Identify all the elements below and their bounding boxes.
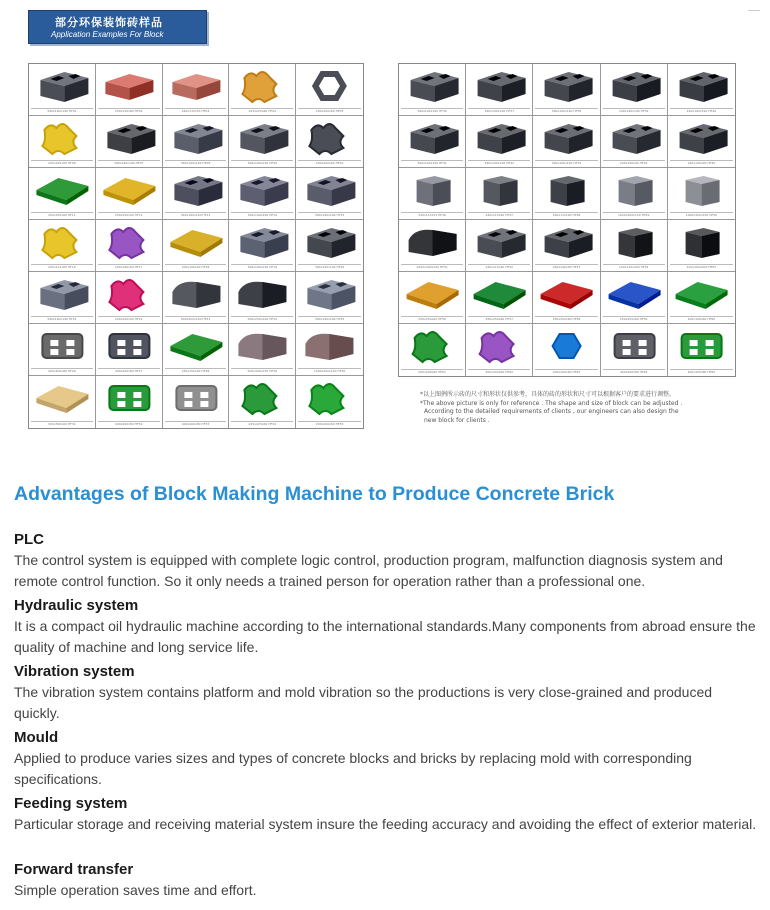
block-sample-label: 390x190x190 HF20	[298, 264, 361, 270]
block-sample-cell	[229, 272, 296, 324]
block-sample-label: 390x190x190 HF38	[535, 108, 597, 114]
block-sample-cell	[96, 376, 163, 428]
block-hex-icon	[533, 324, 600, 373]
block-paver-icon	[229, 376, 296, 425]
note-line-en-2: According to the detailed requirements of clients , our engineers can also design the	[424, 408, 679, 415]
block-sample-cell	[163, 116, 230, 168]
note-line-en-1: *The above picture is only for reference . The shape and size of block can be adjusted .	[420, 399, 683, 407]
block-sample-cell	[399, 116, 466, 168]
block-sample-cell	[601, 220, 668, 272]
advantage-heading: Vibration system	[14, 663, 135, 680]
block-sample-cell	[466, 272, 533, 324]
block-solid-icon	[668, 220, 735, 269]
block-sample-cell	[29, 116, 96, 168]
block-sample-label: 500x250x100 HF24	[231, 316, 293, 322]
block-sample-cell	[296, 168, 363, 220]
block-hollow-icon	[229, 116, 296, 165]
block-sample-label: 390x190x190 HF08	[165, 160, 227, 166]
block-sample-label: 1000x300x150 HF49	[603, 212, 665, 218]
block-sample-cell	[533, 324, 600, 376]
block-sample-label: 250x250x60 HF56	[401, 316, 463, 322]
block-sample-cell	[466, 64, 533, 116]
block-sample-label: 190x190x190 HF40	[670, 108, 733, 114]
banner-title-cn: 部分环保装饰砖样品	[55, 16, 163, 29]
block-sample-label: 240x115x90 HF47	[468, 212, 530, 218]
block-curb-icon	[163, 272, 230, 321]
block-sample-label: 240x190x90 HF45	[670, 160, 733, 166]
block-hollow-icon	[229, 168, 296, 217]
block-hollow-icon	[466, 116, 533, 165]
note-line-en-3: new block for clients .	[424, 416, 490, 424]
advantage-text: It is a compact oil hydraulic machine according to the international standards.Many components from abroad ensure the quality of machine and long service life.	[14, 618, 756, 655]
block-sample-cell	[296, 376, 363, 428]
block-sample-label: 390x190x190 HF25	[298, 316, 361, 322]
block-tile-icon	[163, 324, 230, 373]
block-sample-label: 120x120x200 HF54	[603, 264, 665, 270]
block-paver-icon	[296, 116, 363, 165]
block-paver-icon	[466, 324, 533, 373]
block-hollow-icon	[668, 64, 735, 113]
block-tile-icon	[601, 272, 668, 321]
block-hollow-icon	[399, 116, 466, 165]
block-curb-icon	[399, 220, 466, 269]
block-sample-label: 390x190x190 HF41	[401, 160, 463, 166]
block-paver-icon	[29, 116, 96, 165]
block-sample-label: 250x250x60 HF59	[603, 316, 665, 322]
block-sample-cell	[533, 168, 600, 220]
block-paver-icon	[96, 220, 163, 269]
block-tile-icon	[466, 272, 533, 321]
block-sample-label: 390x190x190 HF21	[31, 316, 93, 322]
block-hollow-icon	[466, 64, 533, 113]
block-sample-label: 200x200x60 HF62	[468, 369, 530, 375]
block-sample-cell	[399, 168, 466, 220]
block-sample-cell	[466, 168, 533, 220]
block-brick-icon	[163, 64, 230, 113]
block-sample-cell	[466, 220, 533, 272]
block-samples-grid-right	[398, 63, 736, 377]
block-sample-cell	[29, 64, 96, 116]
block-sample-cell	[399, 324, 466, 376]
block-sample-label: 240x115x90 HF52	[468, 264, 530, 270]
block-sample-cell	[601, 324, 668, 376]
corner-mark	[748, 10, 760, 11]
block-sample-label: 300x300x60 HF31	[31, 421, 93, 427]
block-sample-cell	[96, 116, 163, 168]
block-sample-label: 200x100x60 HF60	[670, 316, 733, 322]
block-sample-cell	[533, 64, 600, 116]
block-sample-label: 400x400x80 HF33	[165, 421, 227, 427]
advantage-item	[14, 794, 759, 835]
block-sample-label: 390x190x190 HF15	[298, 212, 361, 218]
block-sample-label: 240x115x53 HF03	[165, 108, 227, 114]
block-hollow-icon	[96, 116, 163, 165]
block-tile-icon	[96, 168, 163, 217]
block-solid-icon	[668, 168, 735, 217]
advantage-text: The vibration system contains platform and mold vibration so the productions is very close-grained and produced quickly.	[14, 684, 713, 721]
block-hollow-icon	[296, 272, 363, 321]
block-sample-label: 250x250x60 HF12	[98, 212, 160, 218]
block-sample-label: 240x115x90 HF48	[535, 212, 597, 218]
advantage-heading: Mould	[14, 729, 59, 746]
block-tile-icon	[163, 220, 230, 269]
block-hollow-icon	[601, 116, 668, 165]
advantage-item	[14, 728, 759, 790]
block-hollow-icon	[466, 220, 533, 269]
block-sample-label: 250x150x60 HF28	[165, 368, 227, 374]
block-sample-cell	[163, 272, 230, 324]
block-paver-icon	[399, 324, 466, 373]
block-sample-cell	[601, 168, 668, 220]
block-sample-label: 225x112x60 HF16	[31, 264, 93, 270]
block-sample-cell	[29, 272, 96, 324]
block-sample-cell	[29, 220, 96, 272]
block-tile-icon	[29, 376, 96, 425]
block-sample-cell	[163, 220, 230, 272]
block-sample-label: 390x190x190 HF07	[98, 160, 160, 166]
block-sample-label: 200x200x60 HF05	[298, 108, 361, 114]
block-sample-cell	[229, 168, 296, 220]
banner-title-en: Application Examples For Block	[51, 30, 164, 39]
block-sample-label: 200x200x60 HF35	[298, 421, 361, 427]
advantage-heading: PLC	[14, 531, 44, 548]
block-sample-label: 390x190x190 HF37	[468, 108, 530, 114]
sample-banner	[28, 10, 207, 44]
advantage-text: Applied to produce varies sizes and types of concrete blocks and bricks by replacing mold with corresponding specifications.	[14, 750, 692, 787]
block-sample-label: 200x200x60 HF63	[535, 369, 597, 375]
block-sample-label: 500x300x150 HF29	[231, 368, 293, 374]
block-sample-cell	[296, 64, 363, 116]
block-sample-label: 240x115x53 HF46	[401, 212, 463, 218]
block-sample-cell	[533, 116, 600, 168]
block-paver-icon	[29, 220, 96, 269]
block-hollow-icon	[533, 64, 600, 113]
block-sample-label: 400x400x80 HF27	[98, 368, 160, 374]
advantage-heading: Hydraulic system	[14, 597, 139, 614]
block-sample-cell	[296, 272, 363, 324]
block-hollow-icon	[163, 168, 230, 217]
block-sample-label: 200x160x60 HF17	[98, 264, 160, 270]
advantage-heading: Feeding system	[14, 795, 128, 812]
block-sample-cell	[96, 64, 163, 116]
advantage-item	[14, 860, 759, 901]
block-hollow-icon	[29, 272, 96, 321]
block-sample-label: 200x100x60 HF18	[165, 264, 227, 270]
block-solid-icon	[399, 168, 466, 217]
block-sample-cell	[96, 324, 163, 376]
block-sample-label: 200x200x60 HF61	[401, 369, 463, 375]
block-hollow-icon	[229, 220, 296, 269]
block-sample-cell	[229, 324, 296, 376]
advantage-heading: Forward transfer	[14, 861, 134, 878]
block-solid-icon	[601, 220, 668, 269]
block-hollow-icon	[533, 116, 600, 165]
block-hollow-icon	[668, 116, 735, 165]
block-grass-icon	[96, 324, 163, 373]
block-sample-cell	[668, 272, 735, 324]
block-paver-icon	[229, 64, 296, 113]
block-sample-cell	[533, 272, 600, 324]
block-sample-label: 200x200x60 HF10	[298, 160, 361, 166]
block-sample-label: 500x250x100 HF23	[165, 316, 227, 322]
advantage-item	[14, 530, 759, 592]
block-sample-label: 400x400x80 HF32	[98, 421, 160, 427]
advantage-text: The control system is equipped with complete logic control, production program, malfunction diagnosis system and remote control function. So it only needs a trained person for operation rather than a professional one.	[14, 552, 723, 589]
block-tile-icon	[533, 272, 600, 321]
block-grass-icon	[601, 324, 668, 373]
block-solid-icon	[533, 168, 600, 217]
block-hollow-icon	[163, 116, 230, 165]
block-sample-label: 1000x300x150 HF30	[298, 368, 361, 374]
block-sample-label: 250x250x60 HF57	[468, 316, 530, 322]
block-sample-cell	[96, 272, 163, 324]
block-hollow-icon	[296, 168, 363, 217]
block-sample-label: 390x190x190 HF19	[231, 264, 293, 270]
block-paver-icon	[296, 376, 363, 425]
block-hollow-icon	[296, 220, 363, 269]
block-sample-label: 190x190x190 HF39	[603, 108, 665, 114]
block-sample-cell	[601, 64, 668, 116]
block-sample-cell	[296, 220, 363, 272]
block-solid-icon	[466, 168, 533, 217]
block-sample-cell	[163, 324, 230, 376]
block-curb-icon	[229, 324, 296, 373]
block-sample-cell	[533, 220, 600, 272]
advantage-item	[14, 662, 759, 724]
block-sample-cell	[466, 324, 533, 376]
block-sample-cell	[229, 376, 296, 428]
block-hollow-icon	[533, 220, 600, 269]
block-sample-label: 390x190x190 HF01	[31, 108, 93, 114]
section-title: Advantages of Block Making Machine to Produce Concrete Brick	[14, 483, 615, 505]
block-sample-cell	[466, 116, 533, 168]
block-sample-label: 250x250x60 HF58	[535, 316, 597, 322]
block-grass-icon	[29, 324, 96, 373]
block-sample-label: 390x190x190 HF14	[231, 212, 293, 218]
block-sample-label: 225x225x60 HF06	[31, 160, 93, 166]
block-sample-label: 390x190x190 HF09	[231, 160, 293, 166]
block-sample-cell	[668, 116, 735, 168]
block-hexring-icon	[296, 64, 363, 113]
block-sample-cell	[399, 220, 466, 272]
block-tile-icon	[668, 272, 735, 321]
block-sample-cell	[296, 116, 363, 168]
advantage-text: Simple operation saves time and effort.	[14, 882, 257, 898]
block-sample-label: 390x190x190 HF36	[401, 108, 463, 114]
block-solid-icon	[601, 168, 668, 217]
block-samples-grid-left	[28, 63, 364, 429]
block-sample-label: 225x225x60 HF34	[231, 421, 293, 427]
block-sample-label: 400x400x80 HF26	[31, 368, 93, 374]
block-sample-cell	[163, 168, 230, 220]
block-sample-cell	[399, 272, 466, 324]
block-sample-label: 200x200x60 HF22	[98, 316, 160, 322]
block-sample-cell	[29, 324, 96, 376]
block-sample-label: 240x240x90 HF53	[535, 264, 597, 270]
advantage-item	[14, 596, 759, 658]
block-sample-cell	[229, 64, 296, 116]
block-sample-cell	[96, 168, 163, 220]
block-paver-icon	[96, 272, 163, 321]
block-sample-cell	[399, 64, 466, 116]
block-sample-label: 250x150x80 HF02	[98, 108, 160, 114]
block-sample-label: 225x225x60 HF04	[231, 108, 293, 114]
block-brick-icon	[96, 64, 163, 113]
block-hollow-icon	[29, 64, 96, 113]
block-sample-label: 390x190x190 HF13	[165, 212, 227, 218]
advantage-text: Particular storage and receiving material system insure the feeding accuracy and avoiding the effect of exterior material.	[14, 816, 757, 832]
block-grass-icon	[668, 324, 735, 373]
block-sample-label: 390x190x190 HF43	[535, 160, 597, 166]
block-sample-cell	[29, 376, 96, 428]
block-sample-cell	[668, 168, 735, 220]
block-sample-cell	[229, 220, 296, 272]
block-sample-cell	[229, 116, 296, 168]
block-sample-label: 250x250x60 HF11	[31, 212, 93, 218]
block-sample-cell	[96, 220, 163, 272]
block-sample-label: 400x400x80 HF65	[670, 369, 733, 375]
block-sample-cell	[668, 324, 735, 376]
block-sample-label: 390x190x190 HF42	[468, 160, 530, 166]
block-tile-icon	[29, 168, 96, 217]
block-hollow-icon	[399, 64, 466, 113]
block-curb-icon	[296, 324, 363, 373]
block-sample-cell	[668, 220, 735, 272]
block-sample-label: 240x190x90 HF44	[603, 160, 665, 166]
block-tile-icon	[399, 272, 466, 321]
block-grass-icon	[96, 376, 163, 425]
block-sample-cell	[29, 168, 96, 220]
reference-note	[420, 391, 740, 425]
block-sample-label: 400x400x80 HF64	[603, 369, 665, 375]
block-sample-cell	[601, 116, 668, 168]
block-sample-cell	[668, 64, 735, 116]
note-line-cn: *以上图例所示砖的尺寸和形状仅供参考，具体的砖的形状和尺寸可以根据客户的要求进行调整。	[420, 391, 676, 398]
block-grass-icon	[163, 376, 230, 425]
block-curb-icon	[229, 272, 296, 321]
block-sample-cell	[163, 376, 230, 428]
block-sample-label: 100x100x200 HF55	[670, 264, 733, 270]
block-hollow-icon	[601, 64, 668, 113]
block-sample-label: 1000x300x150 HF50	[670, 212, 733, 218]
block-sample-label: 1000x300x150 HF51	[401, 264, 463, 270]
block-sample-cell	[601, 272, 668, 324]
block-sample-cell	[163, 64, 230, 116]
block-sample-cell	[296, 324, 363, 376]
